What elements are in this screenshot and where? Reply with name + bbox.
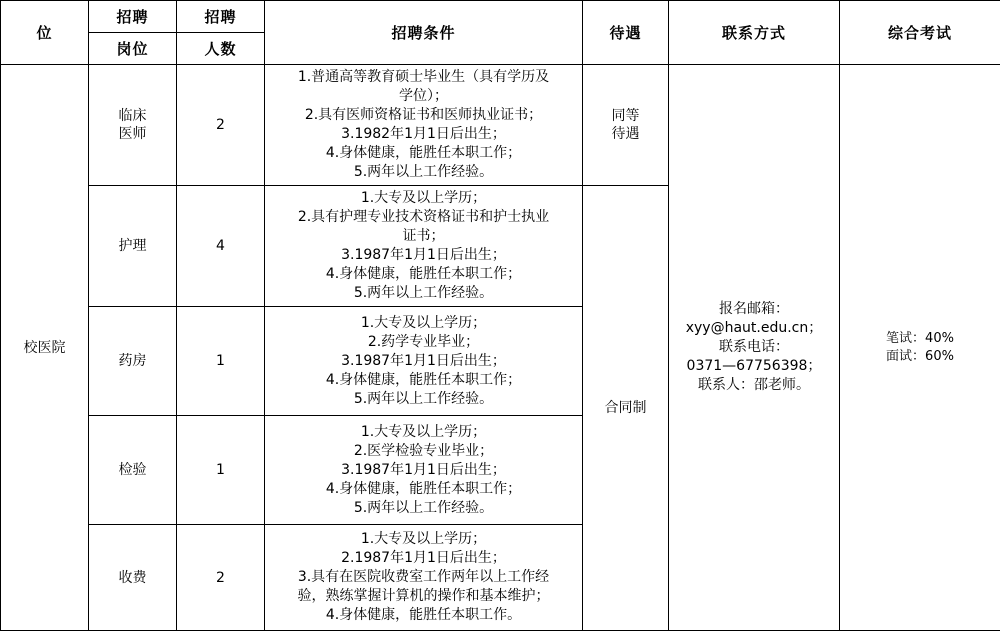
header-contact: 联系方式 [669, 1, 840, 65]
post-conditions: 1.大专及以上学历； 2.药学专业毕业； 3.1987年1月1日后出生； 4.身体健康，能胜任本职工作； 5.两年以上工作经验。 [265, 307, 583, 416]
header-treatment: 待遇 [583, 1, 669, 65]
treatment-equal: 同等 待遇 [583, 65, 669, 186]
header-unit: 位 [1, 1, 89, 65]
header-post-line2: 岗位 [89, 33, 177, 65]
post-name: 检验 [89, 416, 177, 525]
post-conditions: 1.大专及以上学历； 2.1987年1月1日后出生； 3.具有在医院收费室工作两年以上工作经 验，熟练掌握计算机的操作和基本维护； 4.身体健康，能胜任本职工作。 [265, 525, 583, 631]
treatment-contract: 合同制 [583, 186, 669, 631]
post-conditions: 1.大专及以上学历； 2.医学检验专业毕业； 3.1987年1月1日后出生； 4.身体健康，能胜任本职工作； 5.两年以上工作经验。 [265, 416, 583, 525]
post-name: 药房 [89, 307, 177, 416]
post-count: 1 [177, 416, 265, 525]
header-count-line2: 人数 [177, 33, 265, 65]
post-name: 收费 [89, 525, 177, 631]
header-exam: 综合考试 [840, 1, 1000, 65]
table-row [1, 65, 1000, 186]
post-conditions: 1.大专及以上学历； 2.具有护理专业技术资格证书和护士执业 证书； 3.1987年1月1日后出生； 4.身体健康，能胜任本职工作； 5.两年以上工作经验。 [265, 186, 583, 307]
post-name: 临床 医师 [89, 65, 177, 186]
header-post-line1: 招聘 [89, 1, 177, 33]
post-name: 护理 [89, 186, 177, 307]
unit-name: 校医院 [1, 65, 89, 631]
post-count: 2 [177, 525, 265, 631]
post-conditions: 1.普通高等教育硕士毕业生（具有学历及 学位）； 2.具有医师资格证书和医师执业证书； 3.1982年1月1日后出生； 4.身体健康，能胜任本职工作； 5.两年以上工作经验。 [265, 65, 583, 186]
post-count: 4 [177, 186, 265, 307]
header-count-line1: 招聘 [177, 1, 265, 33]
exam-weights: 笔试：40% 面试：60% [840, 65, 1000, 631]
contact-info: 报名邮箱： xyy@haut.edu.cn； 联系电话： 0371—67756398； 联系人：邵老师。 [669, 65, 840, 631]
header-conditions: 招聘条件 [265, 1, 583, 65]
post-count: 2 [177, 65, 265, 186]
post-count: 1 [177, 307, 265, 416]
